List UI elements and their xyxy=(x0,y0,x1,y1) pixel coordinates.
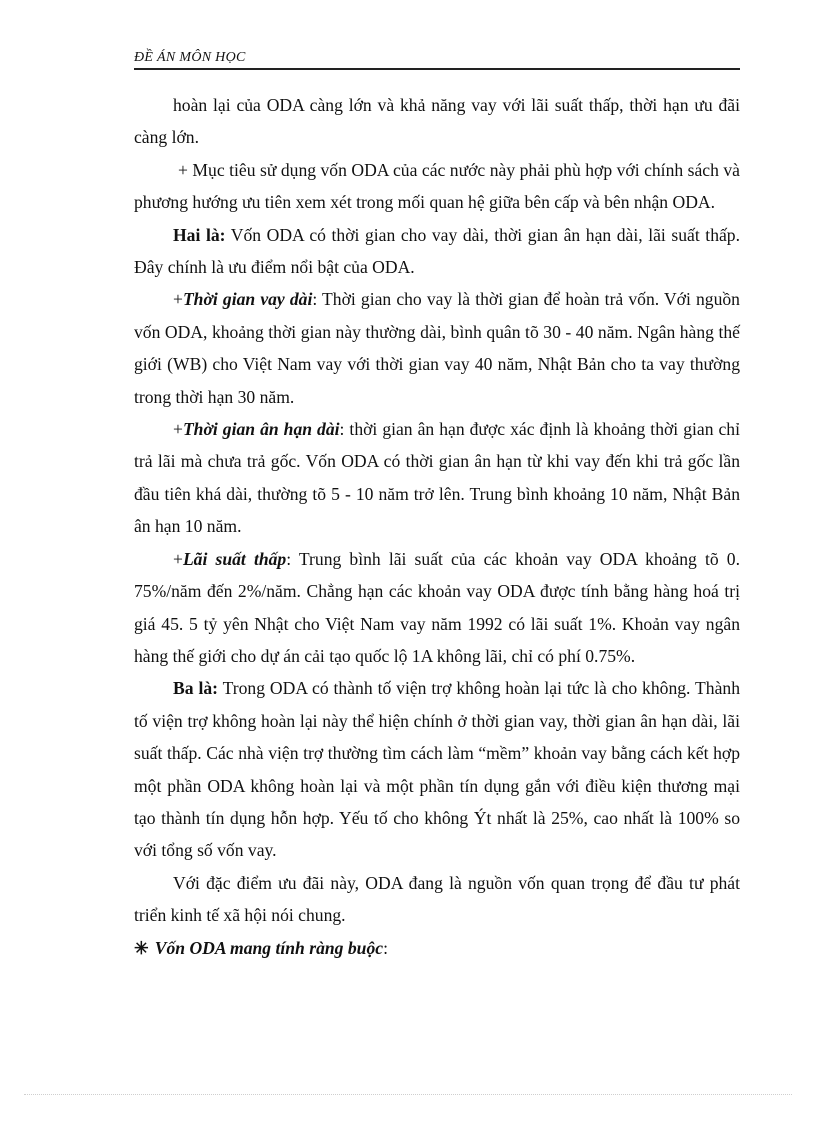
plus-prefix: + xyxy=(173,548,183,569)
paragraph-text: Trong ODA có thành tố viện trợ không hoàn lại tức là cho không. Thành tố viện trợ không hoàn lại này thể hiện chính ở thời gian vay, thời gian ân hạn dài, lãi suất thấp. Các nhà viện trợ thường tìm cách làm “mềm” khoản vay bằng cách kết hợp một phần ODA không hoàn lại và một phần tín dụng gắn với điều kiện thương mại tạo thành tín dụng hỗn hợp. Yếu tố cho không Ýt nhất là 25%, cao nhất là 100% so với tổng số vốn vay. xyxy=(134,678,740,861)
paragraph-text: : Trung bình lãi suất của các khoản vay ODA khoảng tõ 0. 75%/năm đến 2%/năm. Chẳng hạn các khoản vay ODA được tính bằng hàng hoá trị giá 45. 5 tỷ yên Nhật cho Việt Nam vay năm 1992 có lãi suất 1%. Khoản vay ngân hàng thế giới cho dự án cải tạo quốc lộ 1A không lãi, chỉ có phí 0.75%. xyxy=(134,548,740,666)
paragraph xyxy=(134,672,740,866)
paragraph-text: Vốn ODA có thời gian cho vay dài, thời gian ân hạn dài, lãi suất thấp. Đây chính là ưu điểm nổi bật của ODA. xyxy=(134,224,740,278)
paragraph-text: : thời gian ân hạn được xác định là khoảng thời gian chỉ trả lãi mà chưa trả gốc. Vốn ODA có thời gian ân hạn từ khi vay đến khi trả gốc lần đầu tiên khá dài, thường tõ 5 - 10 năm trở lên. Trung bình khoảng 10 năm, Nhật Bản ân hạn 10 năm. xyxy=(134,419,740,537)
section-heading-text: Vốn ODA mang tính ràng buộc xyxy=(154,937,384,958)
paragraph: + Mục tiêu sử dụng vốn ODA của các nước này phải phù hợp với chính sách và phương hướng ưu tiên xem xét trong mối quan hệ giữa bên cấp và bên nhận ODA. xyxy=(134,159,740,213)
header-title: ĐỀ ÁN MÔN HỌC xyxy=(134,50,246,65)
paragraph: hoàn lại của ODA càng lớn và khả năng vay với lãi suất thấp, thời hạn ưu đãi càng lớn. xyxy=(134,95,740,148)
asterisk-bullet-icon: ✳ xyxy=(134,937,149,958)
paragraph-label: Ba là: xyxy=(173,678,219,699)
paragraph xyxy=(134,543,740,673)
section-heading xyxy=(134,932,740,964)
page-header xyxy=(134,48,740,70)
plus-prefix: + xyxy=(173,289,183,310)
paragraph xyxy=(134,413,740,543)
paragraph xyxy=(134,219,740,284)
paragraph-label: Thời gian ân hạn dài xyxy=(182,419,340,440)
paragraph: Với đặc điểm ưu đãi này, ODA đang là nguồn vốn quan trọng để đầu tư phát triển kinh tế xã hội nói chung. xyxy=(134,872,740,926)
paragraph-label: Hai là: xyxy=(173,224,226,245)
paragraph-label: Thời gian vay dài xyxy=(182,289,313,310)
paragraph-label: Lãi suất thấp xyxy=(182,548,287,569)
document-body xyxy=(134,89,740,964)
paragraph xyxy=(134,283,740,413)
plus-prefix: + xyxy=(173,419,183,440)
paragraph-text: : Thời gian cho vay là thời gian để hoàn trả vốn. Với nguồn vốn ODA, khoảng thời gian này thường dài, bình quân tõ 30 - 40 năm. Ngân hàng thế giới (WB) cho Việt Nam vay với thời gian vay 40 năm, Nhật Bản cho ta vay thường trong thời hạn 30 năm. xyxy=(134,289,740,407)
heading-colon: : xyxy=(383,937,388,958)
footer-divider xyxy=(24,1094,792,1095)
